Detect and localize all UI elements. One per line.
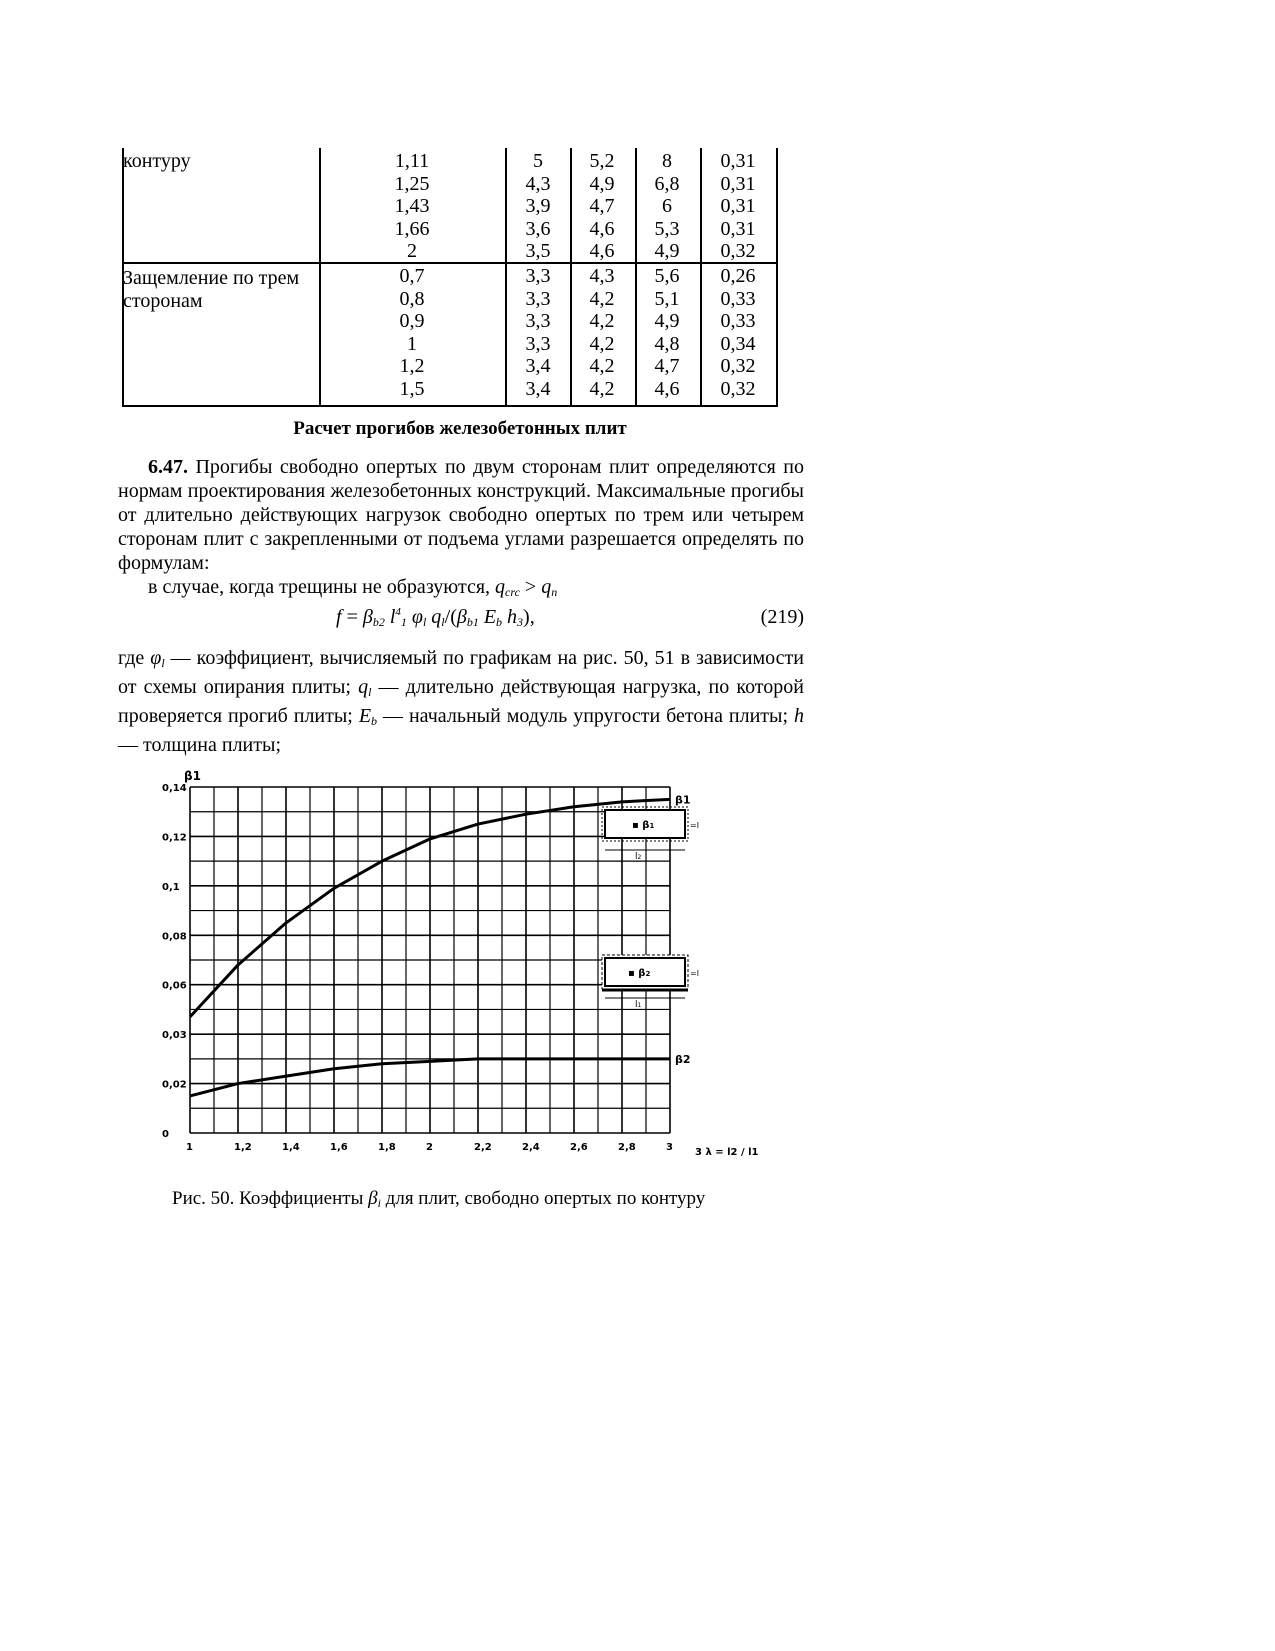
inset-dim: l1 [635, 1000, 642, 1010]
table-cell: 1,5 [399, 377, 425, 400]
table-cell: 4,7 [589, 195, 615, 217]
x-tick-label: 3 [666, 1142, 673, 1153]
formula-h: h [502, 606, 518, 628]
q-subscript: l [368, 685, 372, 699]
formula-sub: b1 [466, 615, 479, 629]
section-heading: Расчет прогибов железобетонных плит [293, 418, 627, 439]
y-tick-label: 0,12 [162, 832, 187, 844]
formula-sub: b2 [372, 615, 385, 629]
q-symbol: q [495, 576, 506, 598]
condition-text: в случае, когда трещины не образуются, [148, 576, 496, 598]
inset-diagram-1 [602, 807, 699, 862]
paragraph-6-47 [118, 455, 804, 575]
table-cell: 4,3 [589, 265, 615, 287]
table-cell: 0,33 [720, 310, 756, 332]
table-col-divider [319, 148, 321, 407]
q-symbol: q [541, 576, 552, 598]
table-col-divider [700, 148, 702, 407]
formula-sub: 3 [517, 615, 524, 629]
table-cell: 4,9 [654, 310, 680, 332]
table-cell: 4,2 [589, 287, 615, 310]
table-cell: 4,6 [589, 217, 615, 240]
table-cell: 5 [533, 150, 543, 172]
formula-phi: φ [406, 606, 423, 628]
table-cell: 4,2 [589, 355, 615, 377]
caption-text: для плит, свободно опертых по контуру [380, 1188, 706, 1209]
formula-sub: l [441, 615, 445, 629]
condition-paragraph [118, 575, 804, 604]
table-cell: 0,31 [720, 150, 756, 172]
x-tick-label: 1,8 [378, 1142, 396, 1153]
formula-paren: ), [523, 606, 535, 628]
x-axis-label: 3 λ = l2 / l1 [695, 1147, 759, 1158]
def-text: — толщина плиты; [118, 734, 281, 756]
definitions-paragraph [118, 646, 804, 757]
table-cell: 3,4 [525, 355, 551, 377]
table-cell: 0,34 [720, 332, 756, 355]
group-label: Защемление по трем сторонам [123, 267, 300, 312]
formula-219 [118, 606, 804, 632]
table-cell: 6 [662, 195, 672, 217]
table-cell: 4,2 [589, 377, 615, 400]
phi-subscript: l [161, 656, 165, 670]
caption-text: Рис. 50. Коэффициенты [172, 1188, 369, 1209]
formula-sub: l [422, 615, 427, 629]
x-tick-label: 2,8 [618, 1142, 636, 1153]
table-cell: 0,9 [399, 310, 425, 332]
table-cell: 3,3 [525, 332, 551, 355]
x-tick-label: 2,2 [474, 1142, 492, 1153]
figure-caption [172, 1188, 705, 1211]
table-cell: 0,32 [720, 355, 756, 377]
table-cell: 3,4 [525, 377, 551, 400]
x-tick-label: 1,4 [282, 1142, 300, 1153]
table-cell: 3,3 [525, 287, 551, 310]
table-cell: 3,6 [525, 217, 551, 240]
formula-eq: = [341, 606, 363, 628]
y-axis-label: β1 [184, 769, 201, 783]
table-cell: 4,6 [589, 240, 615, 262]
formula-sub: b [496, 615, 503, 629]
y-tick-label: 0,03 [162, 1030, 187, 1042]
table-cell: 2 [407, 240, 417, 262]
x-tick-label: 1,2 [234, 1142, 252, 1153]
table-cell: 5,6 [654, 265, 680, 287]
table-cell: 0,32 [720, 377, 756, 400]
table-cell: 3,9 [525, 195, 551, 217]
table-cell: 1,11 [394, 150, 430, 172]
y-tick-label: 0,06 [162, 980, 187, 992]
series-label: β2 [675, 1052, 691, 1066]
q-symbol: q [358, 676, 369, 698]
coefficients-table [122, 148, 778, 407]
inset-dim: l2 [635, 852, 642, 862]
beta-subscript: i [377, 1196, 381, 1210]
def-text: — длительно действующая нагрузка, по которой проверяется прогиб плиты; [118, 676, 804, 727]
table-cell: 0,26 [720, 265, 756, 287]
table-cell: 5,3 [654, 217, 680, 240]
table-cell: 1,66 [394, 217, 430, 240]
y-tick-label: 0,1 [162, 881, 180, 893]
def-text: — коэффициент, вычисляемый по графикам на рис. 50, 51 в зависимости от схемы опирания плиты; [118, 647, 804, 698]
table-cell: 1 [407, 332, 417, 355]
formula-e: E [478, 606, 497, 628]
formula-l: l [384, 606, 396, 628]
x-tick-label: 2,6 [570, 1142, 588, 1153]
table-cell: 3,5 [525, 240, 551, 262]
series-label: β1 [675, 793, 691, 807]
formula-paren: /( [444, 606, 457, 628]
table-cell: 0,33 [720, 287, 756, 310]
phi-symbol: φ [150, 647, 162, 669]
y-tick-label: 0,14 [162, 783, 187, 794]
table-cell: 1,43 [394, 195, 430, 217]
y-tick-label: 0,02 [162, 1079, 187, 1091]
table-cell: 4,2 [589, 332, 615, 355]
paragraph-number: 6.47. [148, 456, 188, 478]
table-cell: 4,8 [654, 332, 680, 355]
q-subscript: n [551, 585, 558, 599]
table-cell: 0,8 [399, 287, 425, 310]
y-tick-label: 0,08 [162, 931, 187, 943]
table-cell: 4,9 [654, 240, 680, 262]
inset-beta: ▪ β2 [628, 968, 651, 979]
table-cell: 0,32 [720, 240, 756, 262]
table-cell: 3,3 [525, 310, 551, 332]
table-cell: 5,1 [654, 287, 680, 310]
formula-sup: 4 [395, 606, 401, 618]
formula-q: q [426, 606, 442, 628]
paragraph-text: Прогибы свободно опертых по двум сторонам плит определяются по нормам проектирования железобетонных конструкций. Максимальные прогибы от длительно действующих нагрузок свободно опертых по трем или четырем сторонам плит с закрепленными от подъема углами разрешается определять по формулам: [118, 456, 804, 574]
equation-number: (219) [760, 606, 804, 628]
table-col-divider [505, 148, 507, 407]
table-cell: 0,7 [399, 265, 425, 287]
beta-symbol: β [368, 1188, 378, 1209]
table-cell: 3,3 [525, 265, 551, 287]
gt-sign: > [519, 576, 542, 598]
beta-coefficient-chart [150, 760, 770, 1160]
group-label: контуру [123, 150, 191, 172]
def-text: где [118, 647, 151, 669]
x-tick-label: 2,4 [522, 1142, 540, 1153]
table-cell: 4,6 [654, 377, 680, 400]
x-tick-label: 1 [186, 1142, 193, 1153]
table-cell: 1,2 [399, 355, 425, 377]
def-text: — начальный модуль упругости бетона плиты; [377, 705, 794, 727]
table-cell: 0,31 [720, 195, 756, 217]
x-tick-label: 1,6 [330, 1142, 348, 1153]
table-border-right [776, 148, 778, 407]
y-tick-label: 0 [162, 1129, 169, 1140]
formula-beta: β [362, 606, 373, 628]
formula-f: f [336, 606, 342, 628]
table-cell: 0,31 [720, 217, 756, 240]
table-cell: 8 [662, 150, 672, 172]
h-symbol: h [794, 705, 804, 727]
inset-diagram-2 [602, 955, 699, 1010]
table-cell: 4,2 [589, 310, 615, 332]
e-subscript: b [371, 714, 378, 728]
q-subscript: crc [505, 585, 520, 599]
table-cell: 4,3 [525, 172, 551, 195]
table-cell: 6,8 [654, 172, 680, 195]
e-symbol: E [358, 705, 372, 727]
formula-beta: β [456, 606, 467, 628]
formula-expression [336, 606, 535, 630]
formula-sub: 1 [400, 615, 407, 629]
table-cell: 4,7 [654, 355, 680, 377]
inset-side: =l [690, 821, 699, 830]
table-cell: 1,25 [394, 172, 430, 195]
table-border-bottom [122, 405, 778, 407]
x-tick-label: 2 [426, 1142, 433, 1153]
inset-beta: ▪ β1 [632, 820, 655, 831]
table-cell: 4,9 [589, 172, 615, 195]
table-cell: 0,31 [720, 172, 756, 195]
table-cell: 5,2 [589, 150, 615, 172]
inset-side: =l [690, 969, 699, 978]
